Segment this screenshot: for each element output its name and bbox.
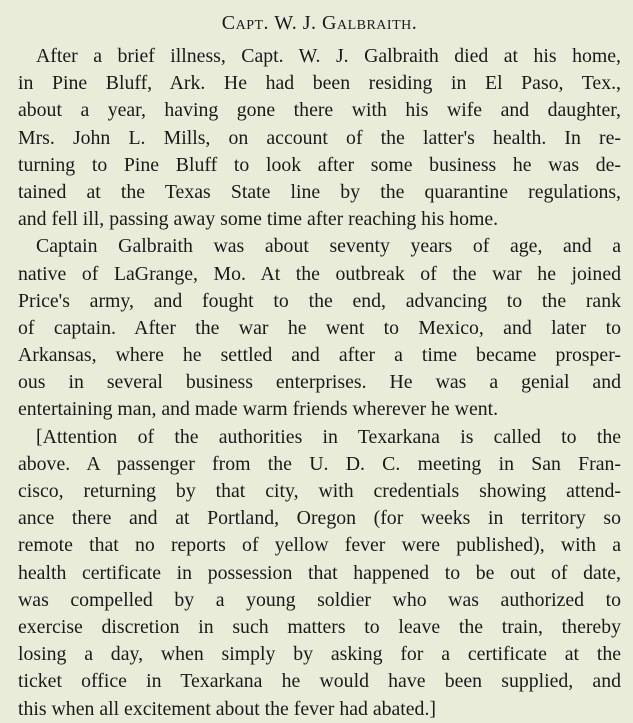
text-line: above. A passenger from the U. D. C. meeting in San Fran- [18,452,621,475]
text-line: Captain Galbraith was about seventy years of age, and a [36,235,621,258]
text-line: [Attention of the authorities in Texarkana is called to the [36,425,621,448]
text-line: cisco, returning by that city, with credentials showing attend- [18,480,621,502]
text-line: losing a day, when simply by asking for a certificate at the [18,643,621,666]
text-line: exercise discretion in such matters to leave the train, thereby [18,615,621,638]
text-line: turning to Pine Bluff to look after some business he was de- [18,153,621,176]
text-line: entertaining man, and made warm friends wherever he went. [18,398,499,421]
text-line: and fell ill, passing away some time after reaching his home. [18,208,499,231]
paragraph-editorial-note [18,424,621,723]
text-line: was compelled by a young soldier who was authorized to [18,588,621,611]
text-line: Mrs. John L. Mills, on account of the latter's health. In re- [18,126,621,149]
text-line: Price's army, and fought to the end, advancing to the rank [18,289,621,312]
text-line: After a brief illness, Capt. W. J. Galbraith died at his home, [36,45,621,67]
text-line: ance there and at Portland, Oregon (for weeks in territory so [18,507,621,530]
text-line: health certificate in possession that happened to be out of date, [18,561,621,584]
text-line: native of LaGrange, Mo. At the outbreak of the war he joined [18,262,621,285]
paragraph-obituary [18,43,621,233]
text-line: ticket office in Texarkana he would have been supplied, and [18,670,621,693]
text-line: remote that no reports of yellow fever were published), with a [18,534,621,557]
article-title: Capt. W. J. Galbraith. [221,12,418,34]
text-line: this when all excitement about the fever had abated.] [18,697,436,720]
text-line: about a year, having gone there with his wife and daughter, [18,99,621,122]
text-line: tained at the Texas State line by the quarantine regulations, [18,180,621,203]
text-line: ous in several business enterprises. He was a genial and [18,371,621,394]
text-line: of captain. After the war he went to Mexico, and later to [18,316,621,339]
text-line: Arkansas, where he settled and after a time became prosper- [18,344,621,367]
text-line: in Pine Bluff, Ark. He had been residing in El Paso, Tex., [18,72,621,95]
paragraph-biography [18,233,621,423]
